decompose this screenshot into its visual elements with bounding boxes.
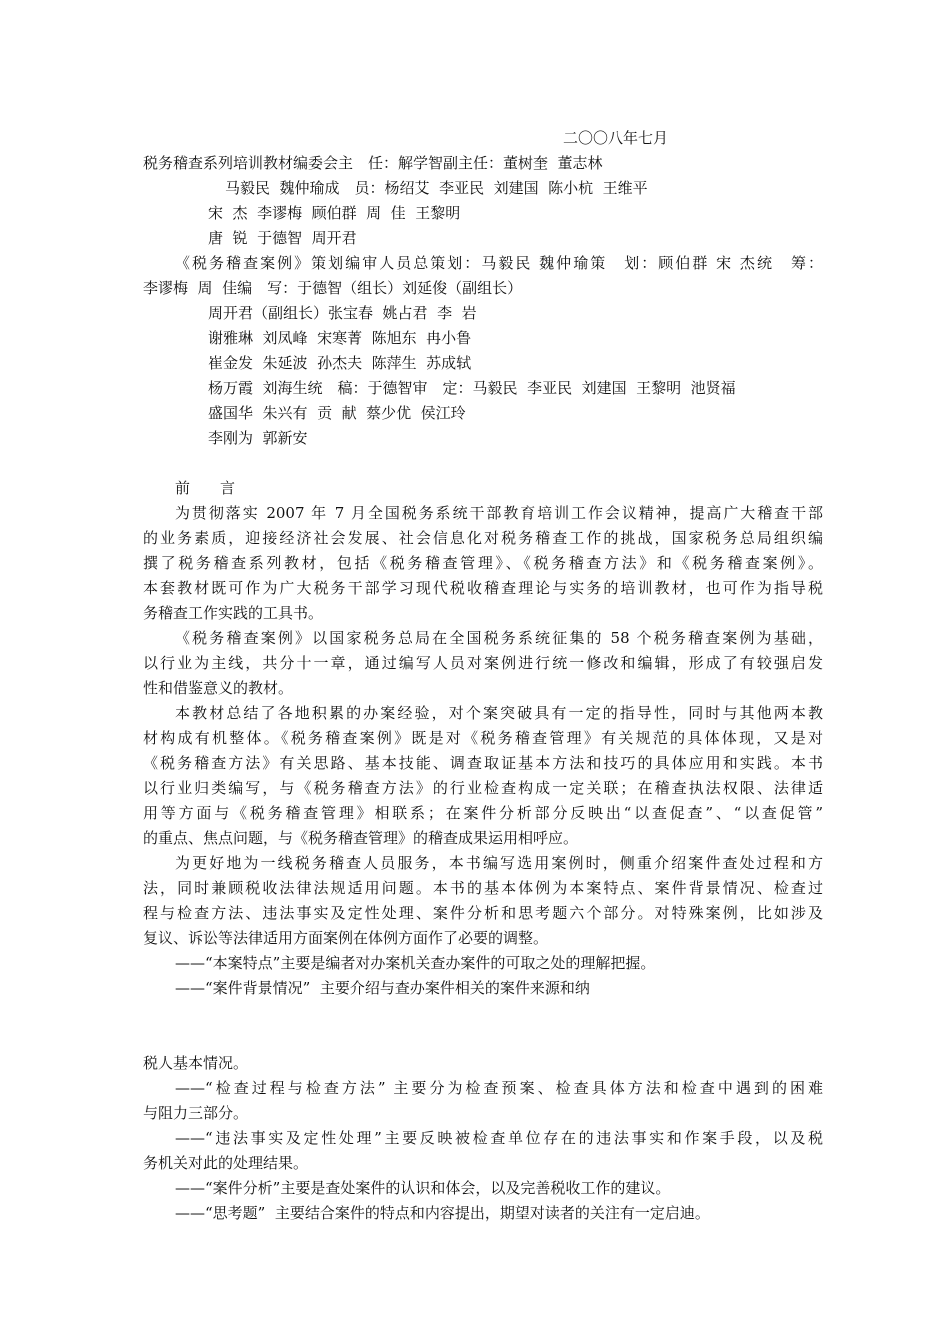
committee-line-4: 唐 锐 于德智 周开君 [208,229,357,247]
preface-p4-line: 为更好地为一线税务稽查人员服务，本书编写选用案例时，侧重介绍案件查处过程和方 [175,854,823,872]
preface-item-violation-line: ——“违法事实及定性处理”主要反映被检查单位存在的违法事实和作案手段，以及税 [175,1129,823,1147]
preface-item-case-background-cont: 税人基本情况。 [143,1054,249,1072]
preface-item-case-background: ——“案件背景情况” 主要介绍与查办案件相关的案件来源和纳 [175,979,590,997]
preface-p4-line: 复议、诉讼等法律适用方面案例在体例方面作了必要的调整。 [143,929,549,947]
editorial-line-5: 崔金发 朱延波 孙杰夫 陈萍生 苏成轼 [208,354,472,372]
preface-heading: 前 言 [175,479,236,497]
committee-line-1: 税务稽查系列培训教材编委会主 任：解学智副主任：董树奎 董志林 [143,154,603,172]
editorial-line-1: 《税务稽查案例》策划编审人员总策划：马毅民 魏仲瑜策 划：顾伯群 宋 杰统 筹： [175,254,823,272]
committee-line-2: 马毅民 魏仲瑜成 员：杨绍艾 李亚民 刘建国 陈小杭 王维平 [225,179,648,197]
preface-p4-line: 法，同时兼顾税收法律法规适用问题。本书的基本体例为本案特点、案件背景情况、检查过 [143,879,823,897]
preface-p2-line: 性和借鉴意义的教材。 [143,679,294,697]
committee-line-3: 宋 杰 李谬梅 顾伯群 周 佳 王黎明 [208,204,461,222]
preface-p4-line: 程与检查方法、违法事实及定性处理、案件分析和思考题六个部分。对特殊案例，比如涉及 [143,904,823,922]
preface-p2-line: 以行业为主线，共分十一章，通过编写人员对案例进行统一修改和编辑，形成了有较强启发 [143,654,823,672]
editorial-line-6: 杨万霞 刘海生统 稿：于德智审 定：马毅民 李亚民 刘建国 王黎明 池贤福 [208,379,736,397]
preface-p1-line: 为贯彻落实 2007 年 7 月全国税务系统干部教育培训工作会议精神，提高广大稽查干部 [175,504,823,522]
preface-item-case-analysis: ——“案件分析”主要是查处案件的认识和体会，以及完善税收工作的建议。 [175,1179,671,1197]
preface-p1-line: 撰了税务稽查系列教材，包括《税务稽查管理》、《税务稽查方法》和《税务稽查案例》。 [143,554,823,572]
preface-p3-line: 的重点、焦点问题，与《税务稽查管理》的稽查成果运用相呼应。 [143,829,579,847]
editorial-line-8: 李刚为 郭新安 [208,429,308,447]
preface-p3-line: 本教材总结了各地积累的办案经验，对个案突破具有一定的指导性，同时与其他两本教 [175,704,823,722]
preface-item-inspection-line: ——“检查过程与检查方法” 主要分为检查预案、检查具体方法和检查中遇到的困难 [175,1079,823,1097]
preface-item-case-features: ——“本案特点”主要是编者对办案机关查办案件的可取之处的理解把握。 [175,954,656,972]
preface-p3-line: 以行业归类编写，与《税务稽查方法》的行业检查构成一定关联；在稽查执法权限、法律适 [143,779,823,797]
preface-p1-line: 本套教材既可作为广大税务干部学习现代税收稽查理论与实务的培训教材，也可作为指导税 [143,579,823,597]
preface-item-violation-line: 务机关对此的处理结果。 [143,1154,309,1172]
preface-p3-line: 用等方面与《税务稽查管理》相联系；在案件分析部分反映出“以查促查”、“以查促管” [143,804,823,822]
preface-item-inspection-line: 与阻力三部分。 [143,1104,249,1122]
preface-p3-line: 《税务稽查方法》有关思路、基本技能、调查取证基本方法和技巧的具体应用和实践。本书 [143,754,823,772]
editorial-line-2: 李谬梅 周 佳编 写：于德智（组长）刘延俊（副组长） [143,279,523,297]
preface-p3-line: 材构成有机整体。《税务稽查案例》既是对《税务稽查管理》有关规范的具体体现，又是对 [143,729,823,747]
editorial-line-4: 谢雅琳 刘凤峰 宋寒菁 陈旭东 冉小鲁 [208,329,472,347]
preface-p1-line: 的业务素质，迎接经济社会发展、社会信息化对税务稽查工作的挑战，国家税务总局组织编 [143,529,823,547]
editorial-line-3: 周开君（副组长）张宝春 姚占君 李 岩 [208,304,477,322]
preface-p1-line: 务稽查工作实践的工具书。 [143,604,324,622]
date-line: 二〇〇八年七月 [563,129,669,147]
preface-item-questions: ——“思考题” 主要结合案件的特点和内容提出，期望对读者的关注有一定启迪。 [175,1204,710,1222]
preface-p2-line: 《税务稽查案例》以国家税务总局在全国税务系统征集的 58 个税务稽查案例为基础， [175,629,823,647]
editorial-line-7: 盛国华 朱兴有 贡 献 蔡少优 侯江玲 [208,404,466,422]
